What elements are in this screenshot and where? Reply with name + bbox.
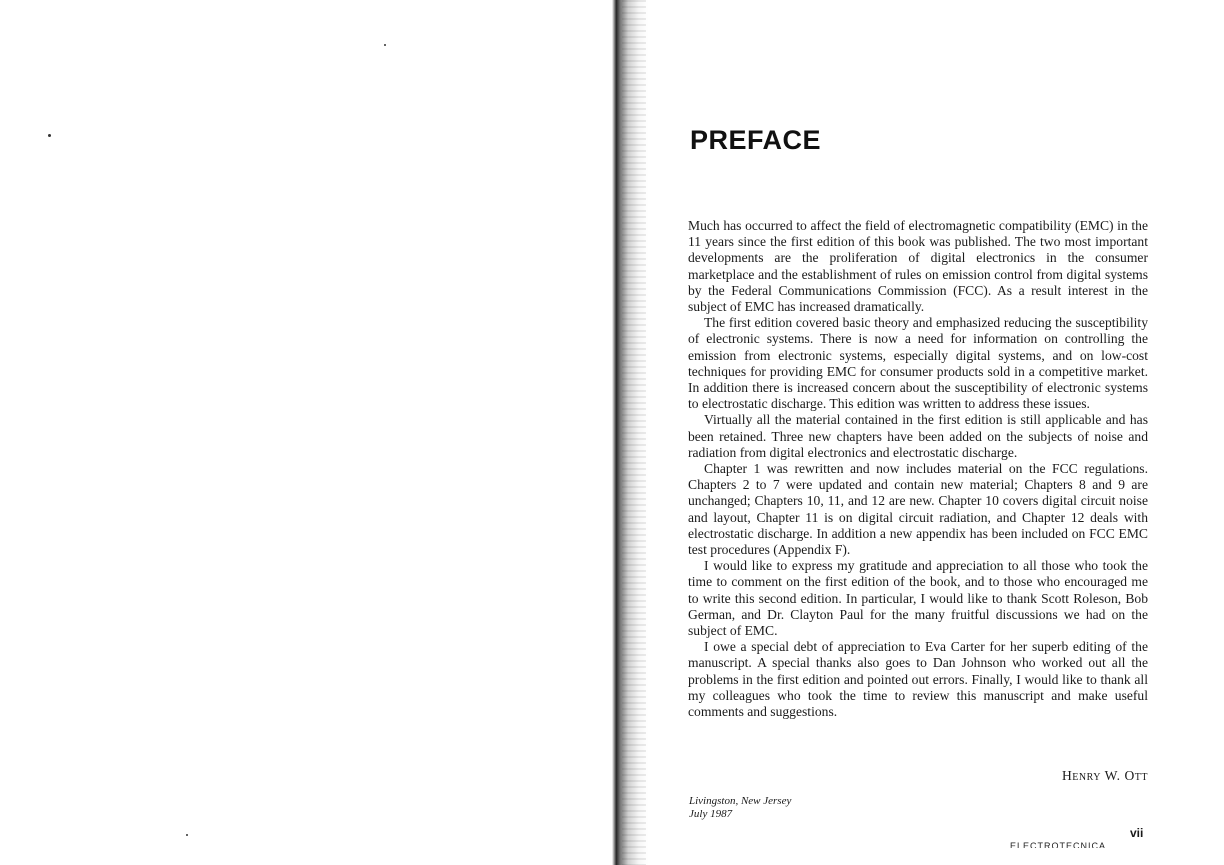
- paragraph: I would like to express my gratitude and appreciation to all those who took the time to comment on the first edition of the book, and to those who encouraged me to write this second edition. In particular, I would like to thank Scott Roleson, Bob German, and Dr. Clayton Paul for the many fruitful discussions we had on the subject of EMC.: [688, 558, 1148, 639]
- paragraph: I owe a special debt of appreciation to Eva Carter for her superb editing of the manuscript. A special thanks also goes to Dan Johnson who worked out all the problems in the first edition and pointed out errors. Finally, I would like to thank all my colleagues who took the time to review this manuscript and make useful comments and suggestions.: [688, 639, 1148, 720]
- scan-speck: [48, 134, 51, 137]
- page-title: PREFACE: [690, 125, 822, 155]
- paragraph: Much has occurred to affect the field of electromagnetic compatibility (EMC) in the 11 years since the first edition of this book was published. The two most important developments are the proliferation of digital electronics in the consumer marketplace and the establishment of rules on emission control from digital systems by the Federal Communications Commission (FCC). As a result interest in the subject of EMC has increased dramatically.: [688, 218, 1148, 315]
- date-line: July 1987: [689, 808, 733, 820]
- preface-body: [688, 218, 1148, 720]
- cutoff-footer-text: ELECTROTÉCNICA: [1010, 842, 1107, 848]
- scan-speck: [384, 44, 386, 46]
- place-line: Livingston, New Jersey: [689, 795, 792, 807]
- place-and-date: [689, 795, 791, 821]
- book-gutter-texture: [622, 0, 646, 865]
- page-number: vii: [1130, 826, 1144, 840]
- paragraph: Virtually all the material contained in the first edition is still applicable and has been retained. Three new chapters have been added on the subjects of noise and radiation from digital electronics and electrostatic discharge.: [688, 412, 1148, 460]
- author-signature: Henry W. Ott: [1061, 768, 1148, 783]
- paragraph: The first edition covered basic theory and emphasized reducing the susceptibility of electronic systems. There is now a need for information on controlling the emission from electronic systems, especially digital systems, and on low-cost techniques for providing EMC for consumer products sold in a competitive market. In addition there is increased concern about the susceptibility of electronic systems to electrostatic discharge. This edition was written to address these issues.: [688, 315, 1148, 412]
- scan-speck: [186, 834, 188, 836]
- paragraph: Chapter 1 was rewritten and now includes material on the FCC regulations. Chapters 2 to 7 were updated and contain new material; Chapters 8 and 9 are unchanged; Chapters 10, 11, and 12 are new. Chapter 10 covers digital circuit noise and layout, Chapter 11 is on digital circuit radiation, and Chapter 12 deals with electrostatic discharge. In addition a new appendix has been included on FCC EMC test procedures (Appendix F).: [688, 461, 1148, 558]
